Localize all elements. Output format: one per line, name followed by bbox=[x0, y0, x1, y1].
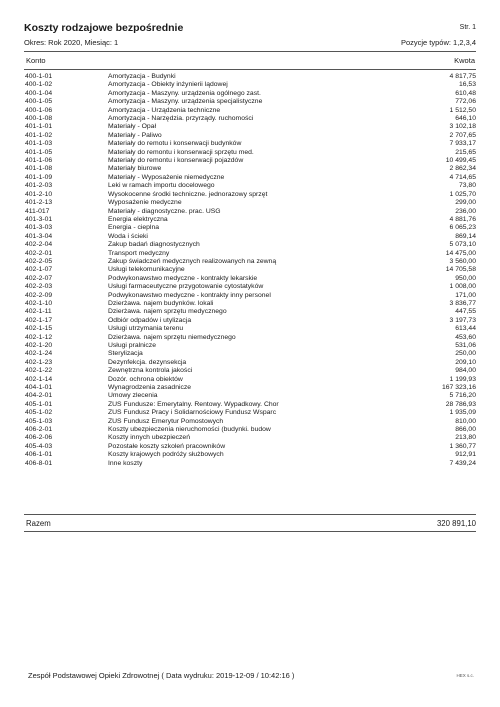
amount-value: 4 817,75 bbox=[449, 73, 476, 80]
account-name: Odbiór odpadów i utylizacja bbox=[108, 316, 192, 324]
account-name: Materiały - Paliwo bbox=[108, 131, 162, 139]
account-name: Energia elektryczna bbox=[108, 215, 168, 223]
amount-value: 14 705,58 bbox=[445, 266, 476, 274]
account-code: 400-1-01 bbox=[25, 73, 53, 80]
amount-value: 3 102,18 bbox=[449, 123, 476, 131]
account-code: 400-1-02 bbox=[25, 81, 53, 89]
table-row bbox=[24, 123, 476, 131]
account-code: 402-2-03 bbox=[25, 283, 53, 291]
amount-value: 28 786,93 bbox=[445, 400, 476, 408]
account-code: 402-1-07 bbox=[25, 266, 53, 274]
account-code: 401-1-03 bbox=[25, 140, 53, 148]
amount-value: 1 025,70 bbox=[449, 190, 476, 198]
amount-value: 610,48 bbox=[455, 89, 476, 97]
account-code: 400-1-05 bbox=[25, 98, 53, 106]
account-name: Amortyzacja - Budynki bbox=[108, 73, 176, 80]
amount-value: 3 560,00 bbox=[449, 257, 476, 265]
account-name: Amortyzacja - Maszyny. urządzenia specjalistyczne bbox=[108, 98, 263, 106]
amount-value: 171,00 bbox=[455, 291, 476, 299]
account-name: Dzierżawa. najem sprzętu niemedycznego bbox=[108, 333, 236, 341]
account-name: Amortyzacja - Obiekty inżynierii lądowej bbox=[108, 81, 228, 89]
table-row bbox=[24, 350, 476, 358]
column-header-amount: Kwota bbox=[454, 56, 475, 65]
table-row bbox=[24, 182, 476, 190]
account-code: 402-1-20 bbox=[25, 342, 53, 349]
total-label: Razem bbox=[26, 519, 51, 528]
table-row bbox=[24, 325, 476, 333]
amount-value: 613,44 bbox=[455, 325, 476, 333]
table-row bbox=[24, 359, 476, 367]
amount-value: 4 881,76 bbox=[449, 215, 476, 223]
amount-value: 4 714,65 bbox=[449, 173, 476, 181]
table-row bbox=[24, 334, 476, 342]
table-row bbox=[24, 165, 476, 173]
account-name: Energia - cieplna bbox=[108, 224, 160, 232]
account-code: 411-017 bbox=[25, 207, 50, 215]
table-row bbox=[24, 401, 476, 409]
account-name: ZUS Fundusze: Emerytalny. Rentowy. Wypadkowy. Chor bbox=[108, 400, 279, 408]
amount-value: 250,00 bbox=[455, 350, 476, 358]
account-name: Zakup świadczeń medycznych realizowanych na zewną bbox=[108, 257, 277, 265]
account-code: 401-3-01 bbox=[25, 215, 53, 223]
account-code: 401-2-03 bbox=[25, 182, 53, 190]
account-name: Usługi telekomunikacyjne bbox=[108, 266, 185, 274]
account-code: 402-1-10 bbox=[25, 299, 53, 307]
table-row bbox=[24, 308, 476, 316]
account-name: Dzierżawa. najem sprzętu medycznego bbox=[108, 308, 227, 316]
account-code: 401-1-09 bbox=[25, 173, 53, 181]
account-name: Koszty krajowych podróży służbowych bbox=[108, 451, 224, 459]
table-row bbox=[24, 392, 476, 400]
account-code: 402-2-09 bbox=[25, 291, 53, 299]
amount-value: 1 512,50 bbox=[449, 106, 476, 114]
account-name: Amortyzacja - Urządzenia techniczne bbox=[108, 106, 221, 114]
account-code: 402-1-15 bbox=[25, 325, 53, 333]
table-row bbox=[24, 208, 476, 216]
amount-value: 167 323,16 bbox=[441, 384, 476, 392]
table-row bbox=[24, 376, 476, 384]
account-code: 400-1-06 bbox=[25, 106, 53, 114]
amount-value: 10 499,45 bbox=[445, 157, 476, 165]
account-name: Leki w ramach importu docelowego bbox=[108, 182, 215, 190]
report-period: Okres: Rok 2020, Miesiąc: 1 bbox=[24, 38, 119, 47]
amount-value: 215,65 bbox=[455, 148, 476, 156]
table-row bbox=[24, 258, 476, 266]
type-positions: Pozycje typów: 1,2,3,4 bbox=[400, 38, 476, 47]
amount-value: 7 439,24 bbox=[449, 459, 476, 467]
account-code: 406-1-01 bbox=[25, 451, 53, 459]
account-code: 406-8-01 bbox=[25, 459, 53, 467]
account-name: Materiały - diagnostyczne. prac. USG bbox=[108, 207, 221, 215]
account-name: Koszty innych ubezpieczeń bbox=[108, 434, 190, 442]
table-row bbox=[24, 98, 476, 106]
account-name: Materiały do remontu i konserwacji pojazdów bbox=[108, 157, 244, 165]
account-code: 405-1-03 bbox=[25, 417, 53, 425]
account-name: Zakup badań diagnostycznych bbox=[108, 241, 200, 249]
account-code: 406-2-01 bbox=[25, 426, 53, 434]
table-row bbox=[24, 241, 476, 249]
account-code: 401-1-02 bbox=[25, 131, 53, 139]
amount-value: 1 008,00 bbox=[449, 283, 476, 291]
total-rule-bottom bbox=[24, 531, 476, 532]
account-code: 402-1-22 bbox=[25, 367, 53, 375]
table-row bbox=[24, 409, 476, 417]
table-row bbox=[24, 224, 476, 232]
amount-value: 7 933,17 bbox=[449, 140, 476, 148]
table-row bbox=[24, 90, 476, 98]
account-code: 401-1-08 bbox=[25, 165, 53, 173]
total-amount: 320 891,10 bbox=[436, 519, 476, 528]
table-row bbox=[24, 317, 476, 325]
table-row bbox=[24, 191, 476, 199]
table-row bbox=[24, 367, 476, 375]
account-name: Zewnętrzna kontrola jakości bbox=[108, 367, 193, 375]
amount-value: 531,06 bbox=[455, 342, 476, 349]
page-number: Str. 1 bbox=[459, 24, 476, 31]
account-code: 404-2-01 bbox=[25, 392, 53, 400]
table-row bbox=[24, 283, 476, 291]
table-row bbox=[24, 443, 476, 451]
table-row bbox=[24, 107, 476, 115]
account-code: 400-1-08 bbox=[25, 115, 53, 123]
table-row bbox=[24, 418, 476, 426]
account-code: 400-1-04 bbox=[25, 89, 53, 97]
account-name: Transport medyczny bbox=[108, 249, 170, 257]
account-code: 401-1-05 bbox=[25, 148, 53, 156]
account-code: 401-3-04 bbox=[25, 232, 53, 240]
amount-value: 950,00 bbox=[455, 274, 476, 282]
account-name: Podwykonawstwo medyczne - kontrakty lekarskie bbox=[108, 274, 258, 282]
amount-value: 1 360,77 bbox=[449, 442, 476, 450]
account-name: Usługi utrzymania terenu bbox=[108, 325, 184, 333]
account-code: 402-2-04 bbox=[25, 241, 53, 249]
account-name: Amortyzacja - Maszyny. urządzenia ogólnego zast. bbox=[108, 89, 261, 97]
account-code: 402-1-17 bbox=[25, 316, 53, 324]
account-name: ZUS Fundusz Pracy i Solidarnościowy Fundusz Wsparc bbox=[108, 409, 277, 417]
account-code: 402-1-24 bbox=[25, 350, 53, 358]
account-name: Dezynfekcja. dezynsekcja bbox=[108, 358, 187, 366]
cost-table bbox=[24, 73, 476, 468]
account-code: 405-1-02 bbox=[25, 409, 53, 417]
account-name: ZUS Fundusz Emerytur Pomostowych bbox=[108, 417, 224, 425]
account-name: Koszty ubezpieczenia nieruchomości (budynki. budow bbox=[108, 426, 271, 434]
table-row bbox=[24, 157, 476, 165]
table-row bbox=[24, 342, 476, 350]
account-name: Materiały biurowe bbox=[108, 165, 162, 173]
amount-value: 16,53 bbox=[458, 81, 476, 89]
amount-value: 209,10 bbox=[455, 358, 476, 366]
account-name: Materiały - Wyposażenie niemedyczne bbox=[108, 173, 225, 181]
account-name: Materiały - Opał bbox=[108, 123, 156, 131]
account-name: Wynagrodzenia zasadnicze bbox=[108, 384, 192, 392]
account-code: 401-2-13 bbox=[25, 199, 53, 207]
account-name: Wysokocenne środki techniczne. jednorazowy sprzęt bbox=[108, 190, 268, 198]
amount-value: 646,10 bbox=[455, 115, 476, 123]
account-code: 402-1-11 bbox=[25, 308, 52, 316]
amount-value: 447,55 bbox=[455, 308, 476, 316]
account-code: 404-1-01 bbox=[25, 384, 53, 392]
table-row bbox=[24, 140, 476, 148]
table-row bbox=[24, 132, 476, 140]
account-name: Materiały do remotu i konserwacji budynków bbox=[108, 140, 242, 148]
account-code: 402-2-07 bbox=[25, 274, 53, 282]
amount-value: 912,91 bbox=[455, 451, 476, 459]
column-header-account: Konto bbox=[26, 56, 46, 65]
table-row bbox=[24, 292, 476, 300]
amount-value: 6 065,23 bbox=[449, 224, 476, 232]
account-name: Amortyzacja - Narzędzia. przyrządy. ruchomości bbox=[108, 115, 254, 123]
table-row bbox=[24, 149, 476, 157]
account-code: 401-1-06 bbox=[25, 157, 53, 165]
account-code: 402-1-23 bbox=[25, 358, 53, 366]
account-code: 405-1-01 bbox=[25, 400, 53, 408]
account-name: Podwykonawstwo medyczne - kontrakty inny personel bbox=[108, 291, 271, 299]
table-row bbox=[24, 460, 476, 468]
account-code: 401-1-01 bbox=[25, 123, 53, 131]
table-row bbox=[24, 250, 476, 258]
account-code: 402-1-12 bbox=[25, 333, 53, 341]
table-row bbox=[24, 434, 476, 442]
amount-value: 869,14 bbox=[455, 232, 476, 240]
table-row bbox=[24, 115, 476, 123]
account-name: Usługi farmaceutyczne przygotowanie cytostatyków bbox=[108, 283, 264, 291]
amount-value: 1 935,09 bbox=[449, 409, 476, 417]
account-name: Dzierżawa. najem budynków. lokali bbox=[108, 299, 214, 307]
amount-value: 5 073,10 bbox=[449, 241, 476, 249]
table-row bbox=[24, 199, 476, 207]
amount-value: 3 197,73 bbox=[449, 316, 476, 324]
table-row bbox=[24, 266, 476, 274]
account-code: 402-2-05 bbox=[25, 257, 53, 265]
account-name: Sterylizacja bbox=[108, 350, 143, 358]
amount-value: 3 836,77 bbox=[449, 299, 476, 307]
table-row bbox=[24, 73, 476, 81]
amount-value: 1 199,93 bbox=[449, 375, 476, 383]
account-name: Inne koszty bbox=[108, 459, 143, 467]
account-name: Umowy zlecenia bbox=[108, 392, 158, 400]
table-row bbox=[24, 81, 476, 89]
amount-value: 772,06 bbox=[455, 98, 476, 106]
account-code: 405-4-03 bbox=[25, 442, 53, 450]
table-row bbox=[24, 275, 476, 283]
amount-value: 866,00 bbox=[455, 426, 476, 434]
account-name: Dozór. ochrona obiektów bbox=[108, 375, 183, 383]
report-title: Koszty rodzajowe bezpośrednie bbox=[24, 22, 184, 34]
header-rule-bottom bbox=[24, 69, 476, 70]
amount-value: 14 475,00 bbox=[445, 249, 476, 257]
amount-value: 73,80 bbox=[458, 182, 476, 190]
account-code: 401-3-03 bbox=[25, 224, 53, 232]
account-code: 406-2-06 bbox=[25, 434, 53, 442]
table-row bbox=[24, 233, 476, 241]
header-rule-top bbox=[24, 51, 476, 52]
table-row bbox=[24, 451, 476, 459]
amount-value: 453,60 bbox=[455, 333, 476, 341]
table-row bbox=[24, 426, 476, 434]
table-row bbox=[24, 300, 476, 308]
account-name: Materiały do remontu i konserwacji sprzętu med. bbox=[108, 148, 254, 156]
table-row bbox=[24, 384, 476, 392]
amount-value: 213,80 bbox=[455, 434, 476, 442]
account-code: 402-1-14 bbox=[25, 375, 53, 383]
amount-value: 2 707,65 bbox=[449, 131, 476, 139]
amount-value: 810,00 bbox=[455, 417, 476, 425]
amount-value: 236,00 bbox=[455, 207, 476, 215]
account-name: Pozostałe koszty szkoleń pracowników bbox=[108, 442, 226, 450]
table-row bbox=[24, 216, 476, 224]
footer-text: Zespół Podstawowej Opieki Zdrowotnej ( Data wydruku: 2019-12-09 / 10:42:16 ) bbox=[28, 671, 295, 680]
account-code: 402-2-01 bbox=[25, 249, 53, 257]
amount-value: 299,00 bbox=[455, 199, 476, 207]
account-name: Woda i ścieki bbox=[108, 232, 148, 240]
amount-value: 984,00 bbox=[455, 367, 476, 375]
table-row bbox=[24, 174, 476, 182]
amount-value: 5 716,20 bbox=[449, 392, 476, 400]
total-rule-top bbox=[24, 514, 476, 515]
account-code: 401-2-10 bbox=[25, 190, 53, 198]
footer-software-mark: HEX s.c. bbox=[456, 673, 474, 678]
account-name: Usługi pralnicze bbox=[108, 342, 156, 349]
account-name: Wyposażenie medyczne bbox=[108, 199, 182, 207]
amount-value: 2 862,34 bbox=[449, 165, 476, 173]
